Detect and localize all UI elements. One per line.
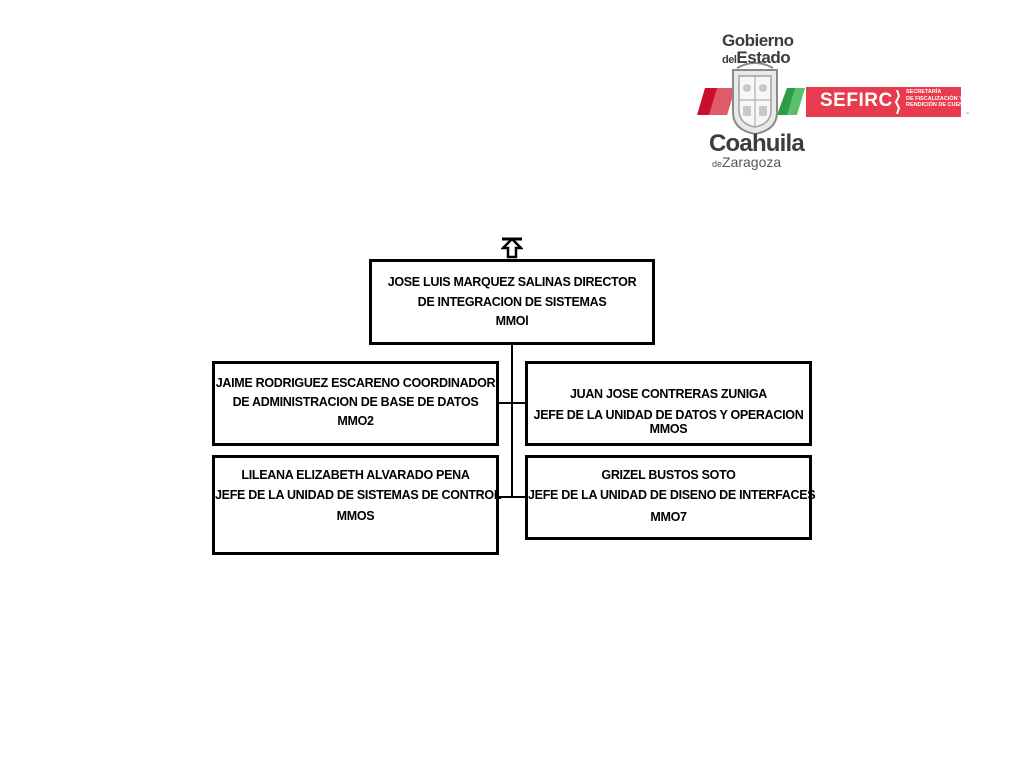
director-title: DE INTEGRACION DE SISTEMAS [417,295,607,309]
coordinator-node [212,361,499,446]
sistemas-title: JEFE DE LA UNIDAD DE SISTEMAS DE CONTROL [215,488,502,502]
diseno-code: MMO7 [650,510,687,524]
sefirc-label: SEFIRC [820,90,893,111]
diseno-title: JEFE DE LA UNIDAD DE DISENO DE INTERFACES [528,488,816,502]
diseno-name: GRIZEL BUSTOS SOTO [601,468,736,482]
de-text: de [712,159,723,169]
secretaria-line: RENDICIÓN DE CUENTAS [906,102,974,109]
datos-name: JUAN JOSE CONTRERAS ZUNIGA [569,387,768,401]
sistemas-code: MMOS [336,509,375,523]
secretaria-line: DE FISCALIZACIÓN Y [906,95,963,102]
gobierno-text: Gobierno [722,31,794,50]
dash-mark: - [966,108,970,119]
datos-title: JEFE DE LA UNIDAD DE DATOS Y OPERACION [533,408,804,422]
estado-text: Estado [736,48,791,67]
coahuila-wordmark: Coahuila [709,130,804,157]
sistemas-name: LILEANA ELIZABETH ALVARADO PENA [241,468,470,482]
coordinator-name: JAIME RODRIGUEZ ESCARENO COORDINADOR [215,376,496,390]
zaragoza-text: Zaragoza [722,154,782,170]
diseno-node [525,455,816,540]
datos-code: MMOS [649,422,688,436]
secretaria-line: SECRETARÍA [906,89,942,95]
del-text: del [722,54,737,66]
datos-node [525,361,812,446]
coordinator-code: MMO2 [337,414,374,428]
up-arrow-icon[interactable] [501,237,523,261]
director-code: MMOl [495,314,529,328]
coordinator-title: DE ADMINISTRACION DE BASE DE DATOS [232,395,479,409]
director-node [369,259,655,345]
director-name: JOSE LUIS MARQUEZ SALINAS DIRECTOR [387,275,637,289]
sistemas-node [212,455,502,555]
